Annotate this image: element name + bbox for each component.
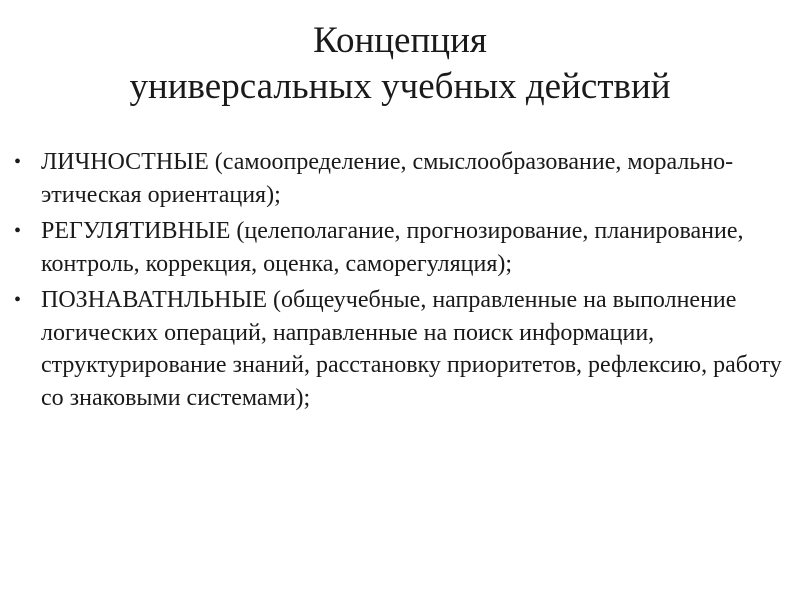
bullet-icon: •	[14, 289, 22, 311]
bullet-text-cognitive: ПОЗНАВАТНЛЬНЫЕ (общеучебные, направленные на выполнение логических операций, направленные на поиск информации, структурирование знаний, расстановку приоритетов, рефлексию, работу со знаковыми системами);	[41, 287, 782, 411]
bullet-list	[12, 146, 792, 418]
title-line-1: Концепция	[313, 20, 487, 61]
slide-title	[0, 18, 800, 110]
bullet-text-regulative: РЕГУЛЯТИВНЫЕ (целеполагание, прогнозирование, планирование, контроль, коррекция, оценка, саморегуляция);	[41, 218, 744, 277]
bullet-icon: •	[14, 151, 22, 173]
bullet-item-regulative	[12, 215, 792, 280]
bullet-text-personal: ЛИЧНОСТНЫЕ (самоопределение, смыслообразование, морально-этическая ориентация);	[41, 149, 734, 208]
bullet-icon: •	[14, 220, 22, 242]
bullet-item-cognitive	[12, 284, 792, 414]
bullet-item-personal	[12, 146, 792, 211]
title-line-2: универсальных учебных действий	[129, 66, 671, 107]
